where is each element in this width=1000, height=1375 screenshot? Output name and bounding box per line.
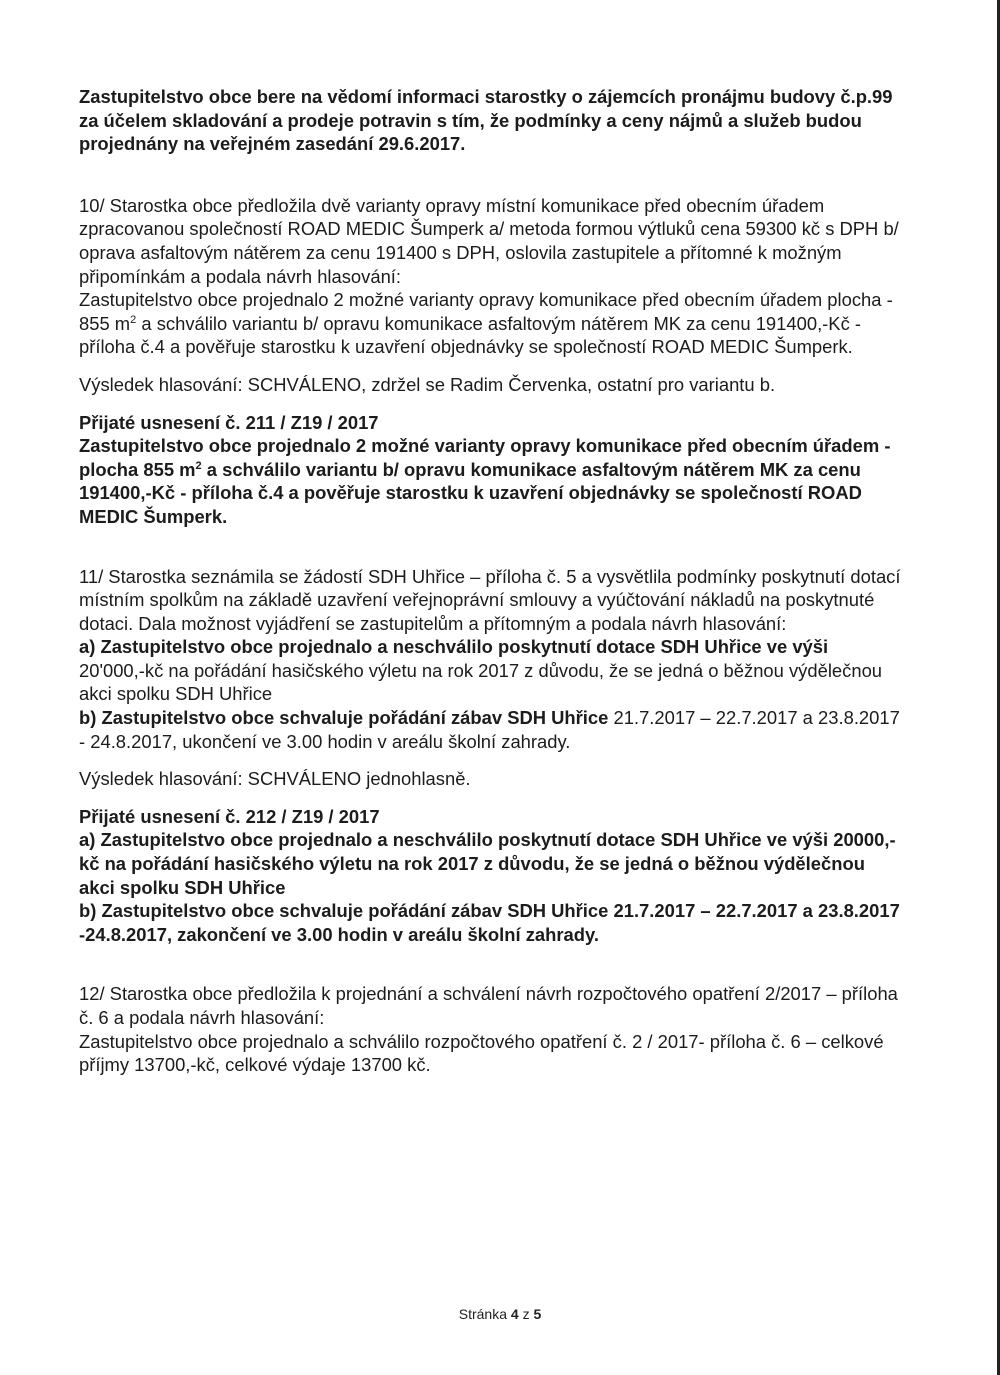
item-11-option-b xyxy=(79,706,901,753)
intro-statement: Zastupitelstvo obce bere na vědomí informaci starostky o zájemcích pronájmu budovy č.p.99 za účelem skladování a prodeje potravin s tím, že podmínky a ceny nájmů a služeb budou projednány na veřejném zasedání 29.6.2017. xyxy=(79,86,893,155)
document-page xyxy=(79,85,901,1077)
superscript-2: 2 xyxy=(195,459,202,472)
footer-page-label: Stránka xyxy=(458,1306,507,1322)
resolution-211 xyxy=(79,411,901,529)
resolution-211-text-a: Zastupitelstvo obce projednalo 2 možné varianty opravy komunikace před obecním úřadem - plocha 855 m xyxy=(79,435,891,480)
item-12-decision: Zastupitelstvo obce projednalo a schválilo rozpočtového opatření č. 2 / 2017- příloha č. 6 – celkové příjmy 13700,-kč, celkové výdaje 13700 kč. xyxy=(79,1030,884,1076)
item-11-option-a xyxy=(79,635,901,706)
resolution-211-text-b: a schválilo variantu b/ opravu komunikace asfaltovým nátěrem MK za cenu 191400,-Kč - příloha č.4 a pověřuje starostku k uzavření objednávky se společností ROAD MEDIC Šumperk. xyxy=(79,458,862,527)
item-11-vote-result: Výsledek hlasování: SCHVÁLENO jednohlasně. xyxy=(79,768,471,790)
superscript-2: 2 xyxy=(130,313,137,326)
item-11-section xyxy=(79,565,901,947)
item-10-decision-text-cont: a schválilo variantu b/ opravu komunikace asfaltovým nátěrem MK za cenu 191400,-Kč - příloha č.4 a pověřuje starostku k uzavření objednávky se společností ROAD MEDIC Šumperk. xyxy=(79,312,861,358)
footer-current-page: 4 xyxy=(510,1306,519,1322)
resolution-211-text xyxy=(79,434,901,528)
resolution-212 xyxy=(79,805,901,947)
resolution-212-title: Přijaté usnesení č. 212 / Z19 / 2017 xyxy=(79,805,380,827)
footer-total-pages: 5 xyxy=(533,1306,542,1322)
footer-separator: z xyxy=(522,1306,530,1322)
item-10-section xyxy=(79,194,901,529)
item-10-body: 10/ Starostka obce předložila dvě varianty opravy místní komunikace před obecním úřadem zpracovanou společností ROAD MEDIC Šumperk a/ metoda formou výtluků cena 59300 kč s DPH b/ oprava asfaltovým nátěrem za cenu 191400 s DPH, oslovila zastupitele a přítomné k možným připomínkám a podala návrh hlasování: xyxy=(79,194,899,287)
item-10-vote-result: Výsledek hlasování: SCHVÁLENO, zdržel se Radim Červenka, ostatní pro variantu b. xyxy=(79,373,776,395)
resolution-212-part-b: b) Zastupitelstvo obce schvaluje pořádání zábav SDH Uhřice 21.7.2017 – 22.7.2017 a 23.8.2017 -24.8.2017, zakončení ve 3.00 hodin v areálu školní zahrady. xyxy=(79,900,900,945)
item-12-body: 12/ Starostka obce předložila k projednání a schválení návrh rozpočtového opatření 2/2017 – příloha č. 6 a podala návrh hlasování: xyxy=(79,983,898,1028)
item-11-option-b-bold: b) Zastupitelstvo obce schvaluje pořádání zábav SDH Uhřice xyxy=(79,707,609,729)
item-11-option-a-bold: a) Zastupitelstvo obce projednalo a neschválilo poskytnutí dotace SDH Uhřice ve výši xyxy=(79,636,829,658)
item-10-decision xyxy=(79,288,901,359)
page-footer xyxy=(0,1306,1000,1322)
item-11-option-a-plain: 20'000,-kč na pořádání hasičského výletu na rok 2017 z důvodu, že se jedná o běžnou výdělečnou akci spolku SDH Uhřice xyxy=(79,659,883,705)
item-11-body: 11/ Starostka seznámila se žádostí SDH Uhřice – příloha č. 5 a vysvětlila podmínky poskytnutí dotací místním spolkům na základě uzavření veřejnoprávní smlouvy a vyúčtování nákladů na poskytnuté dotaci. Dala možnost vyjádření se zastupitelům a přítomným a podala návrh hlasování: xyxy=(79,565,901,634)
resolution-211-title: Přijaté usnesení č. 211 / Z19 / 2017 xyxy=(79,411,379,433)
item-11-option-b-plain: 21.7.2017 – 22.7.2017 a 23.8.2017 - 24.8.2017, ukončení ve 3.00 hodin v areálu školní zahrady. xyxy=(79,707,900,752)
item-10-decision-text: Zastupitelstvo obce projednalo 2 možné varianty opravy komunikace před obecním úřadem plocha - 855 m xyxy=(79,289,893,334)
resolution-212-part-a: a) Zastupitelstvo obce projednalo a neschválilo poskytnutí dotace SDH Uhřice ve výši 20000,-kč na pořádání hasičského výletu na rok 2017 z důvodu, že se jedná o běžnou výdělečnou akci spolku SDH Uhřice xyxy=(79,829,896,898)
item-12-section xyxy=(79,982,901,1076)
